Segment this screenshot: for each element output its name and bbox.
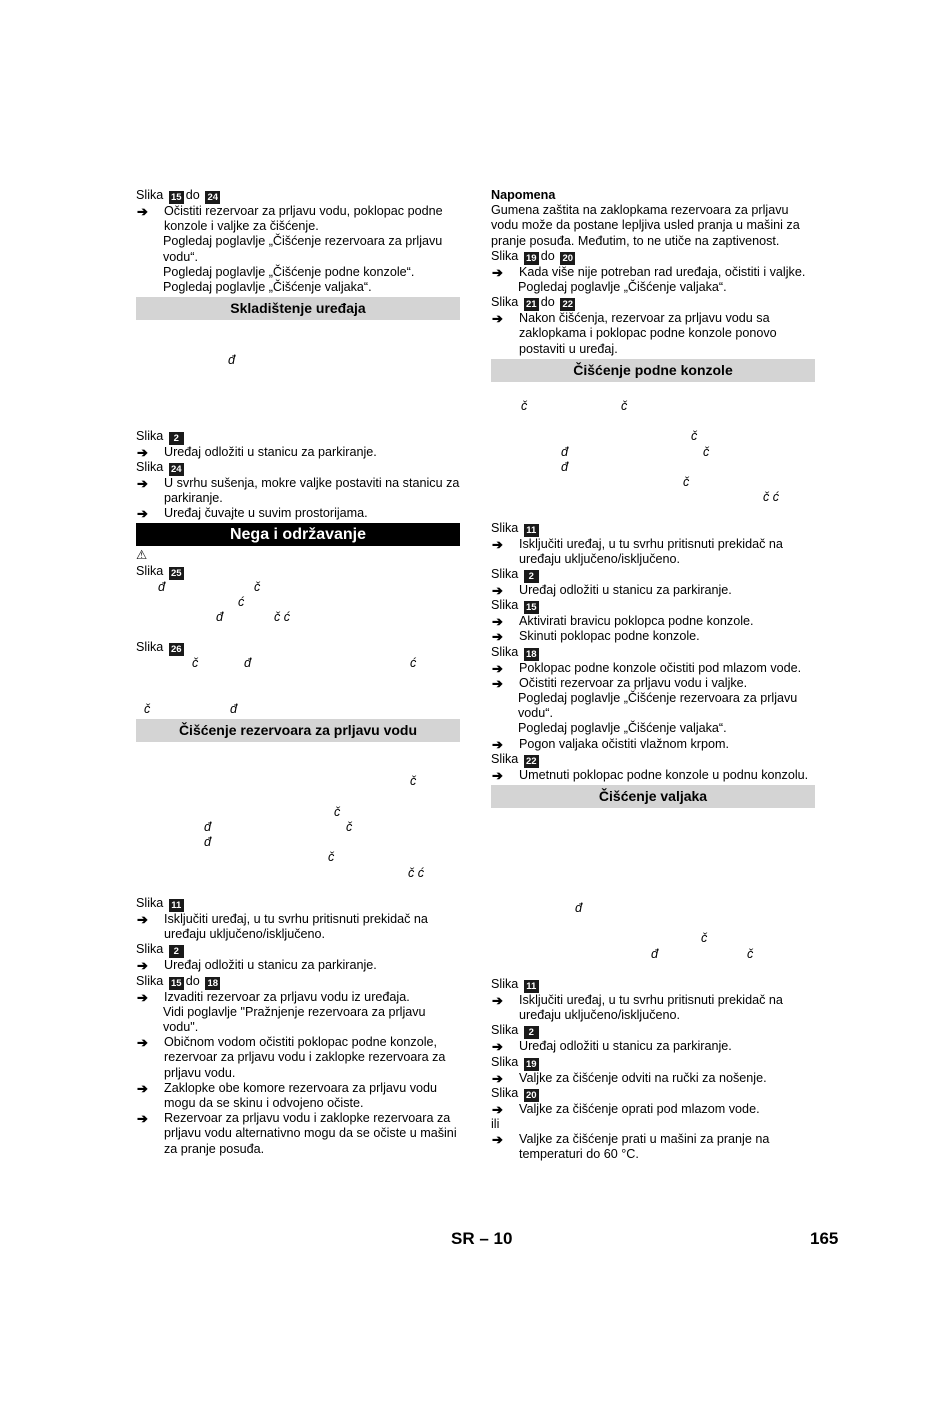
instruction-text: Isključiti uređaj, u tu svrhu pritisnuti prekidač na uređaju uključeno/isključeno.: [164, 911, 428, 942]
note-text: Gumena zaštita na zaklopkama rezervoara za prljavu vodu može da postane lepljiva usled pranja u mašini za pranje posuđa. Međutim, to ne utiče na zaptivenost.: [491, 203, 800, 248]
figure-label: Slika: [491, 566, 519, 581]
residual-glyphs: đ č: [204, 819, 353, 834]
figure-number: 19: [524, 1058, 539, 1071]
figure-label: Slika: [136, 640, 164, 655]
section-heading: Čišćenje podne konzole: [491, 359, 815, 382]
residual-glyphs: č: [691, 429, 698, 444]
instruction-text: Valjke za čišćenje prati u mašini za pranje na temperaturi do 60 °C.: [519, 1132, 770, 1162]
figure-label: Slika: [136, 188, 164, 202]
arrow-right-icon: ➔: [492, 1039, 503, 1055]
arrow-right-icon: ➔: [137, 204, 148, 219]
reference-text: Vidi poglavlje "Pražnjenje rezervoara za prljavu vodu".: [163, 1004, 426, 1034]
figure-label: Slika: [491, 644, 519, 659]
figure-ref: [491, 752, 815, 768]
residual-glyphs: č đ ć: [192, 656, 417, 671]
figure-ref: [136, 429, 460, 445]
arrow-right-icon: ➔: [137, 1111, 148, 1127]
instruction-text: Poklopac podne konzole očistiti pod mlazom vode.: [519, 660, 802, 675]
instruction-text: Pogon valjaka očistiti vlažnom krpom.: [519, 736, 729, 751]
arrow-right-icon: ➔: [492, 660, 503, 676]
figure-number: 18: [205, 977, 220, 990]
figure-number: 11: [169, 899, 184, 912]
reference-text: Pogledaj poglavlje „Čišćenje rezervoara za prljavu vodu“.: [518, 690, 798, 721]
instruction-text: Uređaj čuvajte u suvim prostorijama.: [164, 506, 368, 521]
instruction-text: Uređaj odložiti u stanicu za parkiranje.: [519, 582, 732, 597]
figure-number: 15: [524, 601, 539, 614]
figure-number: 15: [169, 977, 184, 990]
figure-range-word: do: [540, 248, 555, 263]
figure-label: Slika: [136, 459, 164, 474]
instruction-item: [491, 1102, 815, 1117]
right-column: [491, 188, 815, 1163]
instruction-item: [136, 506, 460, 521]
figure-number: 22: [524, 755, 539, 768]
instruction-text: Kada više nije potreban rad uređaja, očistiti i valjke.: [519, 264, 806, 279]
figure-ref: [136, 942, 460, 958]
figure-range-word: do: [540, 295, 555, 310]
figure-label: Slika: [136, 942, 164, 957]
arrow-right-icon: ➔: [137, 506, 148, 522]
figure-range-word: do: [185, 973, 200, 988]
figure-ref: [136, 564, 460, 580]
instruction-text: Običnom vodom očistiti poklopac podne konzole, rezervoar za prljavu vodu i zaklopke rezervoara za prljavu vodu.: [164, 1035, 446, 1080]
figure-label: Slika: [136, 973, 164, 988]
arrow-right-icon: ➔: [492, 993, 503, 1009]
figure-ref: [136, 974, 460, 990]
residual-glyphs: č č: [521, 399, 628, 414]
instruction-text: Umetnuti poklopac podne konzole u podnu konzolu.: [519, 767, 809, 782]
instruction-item: [491, 537, 815, 567]
instruction-item: [136, 476, 460, 506]
residual-glyphs: č đ: [144, 701, 238, 716]
figure-ref: [491, 645, 815, 661]
residual-glyphs: đ č: [561, 444, 710, 459]
arrow-right-icon: ➔: [492, 614, 503, 630]
figure-label: Slika: [136, 563, 164, 578]
figure-label: Slika: [491, 1085, 519, 1100]
left-column: [136, 188, 460, 1157]
reference-text: Pogledaj poglavlje „Čišćenje rezervoara za prljavu vodu“.: [163, 234, 443, 264]
residual-glyphs: đ č ć: [216, 609, 291, 624]
figure-ref: [491, 521, 815, 537]
arrow-right-icon: ➔: [137, 1080, 148, 1096]
residual-glyphs: č: [334, 804, 341, 819]
residual-glyphs: ć: [238, 594, 245, 609]
instruction-text: Očistiti rezervoar za prljavu vodu, poklopac podne konzole i valjke za čišćenje.: [164, 204, 443, 234]
arrow-right-icon: ➔: [137, 475, 148, 491]
figure-number: 19: [524, 252, 539, 265]
arrow-right-icon: ➔: [137, 444, 148, 460]
figure-number: 2: [169, 432, 184, 445]
figure-number: 24: [205, 191, 220, 204]
or-text: ili: [491, 1117, 500, 1132]
arrow-right-icon: ➔: [492, 736, 503, 752]
instruction-item: [136, 990, 460, 1005]
instruction-item: [136, 1081, 460, 1111]
arrow-right-icon: ➔: [492, 582, 503, 598]
residual-glyphs: č: [683, 474, 690, 489]
figure-ref: [491, 1023, 815, 1039]
figure-label: Slika: [491, 1054, 519, 1069]
instruction-text: Aktivirati bravicu poklopca podne konzole.: [519, 614, 754, 629]
figure-label: Slika: [491, 520, 519, 535]
arrow-right-icon: ➔: [492, 767, 503, 783]
section-heading: Čišćenje valjaka: [491, 785, 815, 808]
instruction-item: [491, 1039, 815, 1054]
instruction-text: Izvaditi rezervoar za prljavu vodu iz uređaja.: [164, 989, 410, 1004]
instruction-text: Uređaj odložiti u stanicu za parkiranje.: [164, 444, 377, 459]
figure-number: 15: [169, 191, 184, 204]
note-heading: Napomena: [491, 188, 556, 202]
arrow-right-icon: ➔: [137, 989, 148, 1005]
section-heading: Čišćenje rezervoara za prljavu vodu: [136, 719, 460, 742]
residual-glyphs: č: [328, 850, 335, 865]
instruction-item: [491, 1132, 815, 1162]
figure-label: Slika: [491, 598, 519, 613]
figure-ref: [491, 249, 815, 265]
figure-ref: [136, 188, 460, 204]
instruction-text: Skinuti poklopac podne konzole.: [519, 629, 700, 644]
instruction-item: [491, 676, 815, 691]
figure-number: 2: [169, 945, 184, 958]
instruction-text: Valjke za čišćenje oprati pod mlazom vode.: [519, 1101, 760, 1116]
arrow-right-icon: ➔: [492, 536, 503, 552]
instruction-item: [491, 311, 815, 357]
arrow-right-icon: ➔: [492, 629, 503, 645]
figure-label: Slika: [136, 895, 164, 910]
instruction-text: Rezervoar za prljavu vodu i zaklopke rezervoara za prljavu vodu alternativno mogu da se očiste u mašini za pranje posuđa.: [164, 1111, 457, 1156]
reference-text: Pogledaj poglavlje „Čišćenje valjaka“.: [518, 721, 727, 736]
arrow-right-icon: ➔: [492, 1070, 503, 1086]
figure-number: 21: [524, 298, 539, 311]
instruction-item: [491, 737, 815, 752]
section-page-label: SR – 10: [451, 1229, 513, 1248]
residual-glyphs: đ: [228, 352, 236, 367]
residual-glyphs: đ č: [651, 946, 754, 961]
instruction-item: [136, 912, 460, 942]
figure-label: Slika: [491, 977, 519, 992]
instruction-item: [136, 1111, 460, 1157]
figure-ref: [491, 598, 815, 614]
instruction-text: Očistiti rezervoar za prljavu vodu i valjke.: [519, 675, 748, 690]
figure-number: 20: [560, 252, 575, 265]
arrow-right-icon: ➔: [137, 911, 148, 927]
reference-text: Pogledaj poglavlje „Čišćenje valjaka“.: [518, 280, 727, 295]
residual-glyphs: č ć: [408, 865, 425, 880]
instruction-item: [136, 445, 460, 460]
instruction-text: Zaklopke obe komore rezervoara za prljavu vodu mogu da se skinu i odvojeno očiste.: [164, 1080, 438, 1110]
residual-glyphs: đ: [575, 901, 583, 916]
figure-number: 20: [524, 1089, 539, 1102]
figure-number: 18: [524, 648, 539, 661]
figure-ref: [491, 1086, 815, 1102]
figure-label: Slika: [136, 428, 164, 443]
arrow-right-icon: ➔: [492, 1101, 503, 1117]
arrow-right-icon: ➔: [492, 311, 503, 327]
instruction-item: [491, 1071, 815, 1086]
chapter-heading: Nega i održavanje: [136, 523, 460, 546]
figure-number: 11: [524, 524, 539, 537]
instruction-item: [491, 265, 815, 280]
figure-label: Slika: [491, 751, 519, 766]
instruction-item: [136, 1035, 460, 1081]
reference-text: Pogledaj poglavlje „Čišćenje podne konzole“.: [163, 264, 415, 279]
page-number: 165: [810, 1229, 839, 1248]
figure-ref: [491, 977, 815, 993]
figure-ref: [491, 567, 815, 583]
figure-ref: [491, 295, 815, 311]
figure-number: 22: [560, 298, 575, 311]
section-heading: Skladištenje uređaja: [136, 297, 460, 320]
figure-ref: [136, 460, 460, 476]
figure-number: 2: [524, 570, 539, 583]
instruction-text: Uređaj odložiti u stanicu za parkiranje.: [164, 958, 377, 973]
instruction-text: Nakon čišćenja, rezervoar za prljavu vodu sa zaklopkama i poklopac podne konzole ponovo postaviti u uređaj.: [519, 311, 777, 356]
residual-glyphs: đ: [561, 459, 569, 474]
warning-icon: ⚠: [136, 548, 148, 563]
arrow-right-icon: ➔: [492, 675, 503, 691]
figure-ref: [491, 1055, 815, 1071]
instruction-item: [491, 629, 815, 644]
figure-ref: [136, 896, 460, 912]
arrow-right-icon: ➔: [137, 1035, 148, 1051]
residual-glyphs: đ č: [158, 579, 261, 594]
figure-number: 2: [524, 1026, 539, 1039]
instruction-text: Isključiti uređaj, u tu svrhu pritisnuti prekidač na uređaju uključeno/isključeno.: [519, 993, 783, 1023]
instruction-item: [136, 958, 460, 973]
figure-number: 11: [524, 980, 539, 993]
arrow-right-icon: ➔: [492, 264, 503, 280]
residual-glyphs: č: [410, 774, 417, 789]
instruction-item: [491, 614, 815, 629]
figure-label: Slika: [491, 295, 519, 310]
instruction-text: Isključiti uređaj, u tu svrhu pritisnuti prekidač na uređaju uključeno/isključeno.: [519, 536, 783, 566]
reference-text: Pogledaj poglavlje „Čišćenje valjaka“.: [163, 280, 372, 295]
instruction-item: [491, 768, 815, 783]
figure-ref: [136, 640, 460, 656]
arrow-right-icon: ➔: [137, 958, 148, 974]
residual-glyphs: č ć: [763, 490, 780, 505]
instruction-item: [491, 993, 815, 1023]
residual-glyphs: č: [701, 931, 708, 946]
instruction-item: [491, 661, 815, 676]
figure-label: Slika: [491, 1023, 519, 1038]
figure-range-word: do: [185, 188, 200, 202]
figure-number: 26: [169, 643, 184, 656]
figure-number: 24: [169, 463, 184, 476]
instruction-text: U svrhu sušenja, mokre valjke postaviti na stanicu za parkiranje.: [164, 475, 460, 505]
instruction-text: Uređaj odložiti u stanicu za parkiranje.: [519, 1039, 732, 1054]
instruction-item: [491, 583, 815, 598]
figure-label: Slika: [491, 248, 519, 263]
figure-number: 25: [169, 567, 184, 580]
instruction-text: Valjke za čišćenje odviti na ručki za nošenje.: [519, 1070, 767, 1085]
arrow-right-icon: ➔: [492, 1132, 503, 1148]
instruction-item: [136, 204, 460, 234]
residual-glyphs: đ: [204, 835, 212, 850]
